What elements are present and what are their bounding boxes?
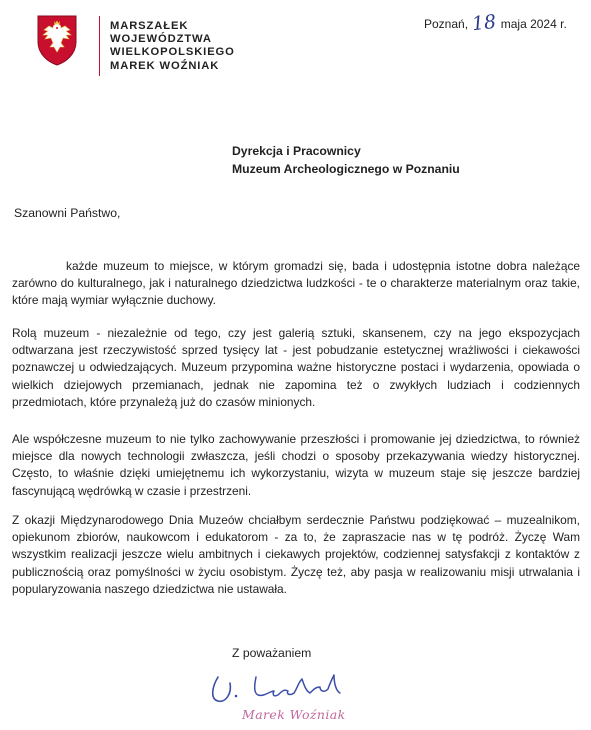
office-line: WOJEWÓDZTWA: [110, 33, 212, 46]
date-city: Poznań,: [424, 17, 469, 31]
date-rest: maja 2024 r.: [500, 17, 567, 31]
office-line: MAREK WOŹNIAK: [110, 59, 220, 72]
addressee-line: Dyrekcja i Pracownicy: [232, 144, 361, 158]
date-day-handwritten: 18: [471, 10, 498, 36]
signature-name-stamp: Marek Woźniak: [242, 707, 346, 722]
office-line: MARSZAŁEK: [110, 20, 189, 32]
body-paragraph: Z okazji Międzynarodowego Dnia Muzeów chciałbym serdecznie Państwu podziękować – muzealnikom, opiekunom zbiorów, naukowcom i edukatorom - za to, że zapraszacie nas w tę podróż. Życzę Wam wszystkim realizacji jeszcze wielu ambitnych i ciekawych projektów, codziennej satysfakcji z kontaktów z publicznością oraz pomyślności w życiu osobistym. Życzę też, aby pasja w realizowaniu misji utrwalania i popularyzowania naszego dziedzictwa nie ustawała.: [12, 513, 580, 596]
salutation: Szanowni Państwo,: [14, 206, 121, 220]
header-divider: [99, 16, 100, 76]
body-paragraph: Ale współczesne muzeum to nie tylko zachowywanie przeszłości i promowanie jej dziedzictwa, to również miejsce dla nowych technologii zwłaszcza, jeśli chodzi o sposoby przekazywania wiedzy historycznej. Często, to właśnie dzięki umiejętnemu ich wykorzystaniu, wizyta w muzeum staje się jeszcze bardziej fascynującą wędrówką w czasie i przestrzeni.: [12, 432, 580, 498]
handwritten-signature: [206, 669, 376, 709]
body-paragraph: każde muzeum to miejsce, w którym gromadzi się, bada i udostępnia istotne dobra należące zarówno do kulturalnego, jak i naturalnego dziedzictwa ludzkości - te o charakterze materialnym oraz takie, które mają wymiar wyłącznie duchowy.: [12, 259, 580, 308]
office-line: WIELKOPOLSKIEGO: [110, 46, 235, 59]
addressee-line: Muzeum Archeologicznego w Poznaniu: [232, 162, 460, 176]
addressee-block: [232, 142, 460, 178]
closing-line: Z poważaniem: [232, 646, 312, 660]
office-title: [110, 20, 235, 73]
date-line: [424, 10, 567, 36]
eagle-coat-of-arms-icon: [36, 14, 78, 66]
body-paragraph: Rolą muzeum - niezależnie od tego, czy jest galerią sztuki, skansenem, czy na jego ekspozycjach odtwarzana jest rzeczywistość sprzed tysięcy lat - jest pobudzanie estetycznej wrażliwości i ciekawości poznawczej u odwiedzających. Muzeum przypomina ważne historyczne postaci i wydarzenia, opowiada o wielkich dziejowych przemianach, jednak nie zapomina też o zwykłych ludziach i codziennych przedmiotach, które przynależą już do czasów minionych.: [12, 326, 580, 409]
